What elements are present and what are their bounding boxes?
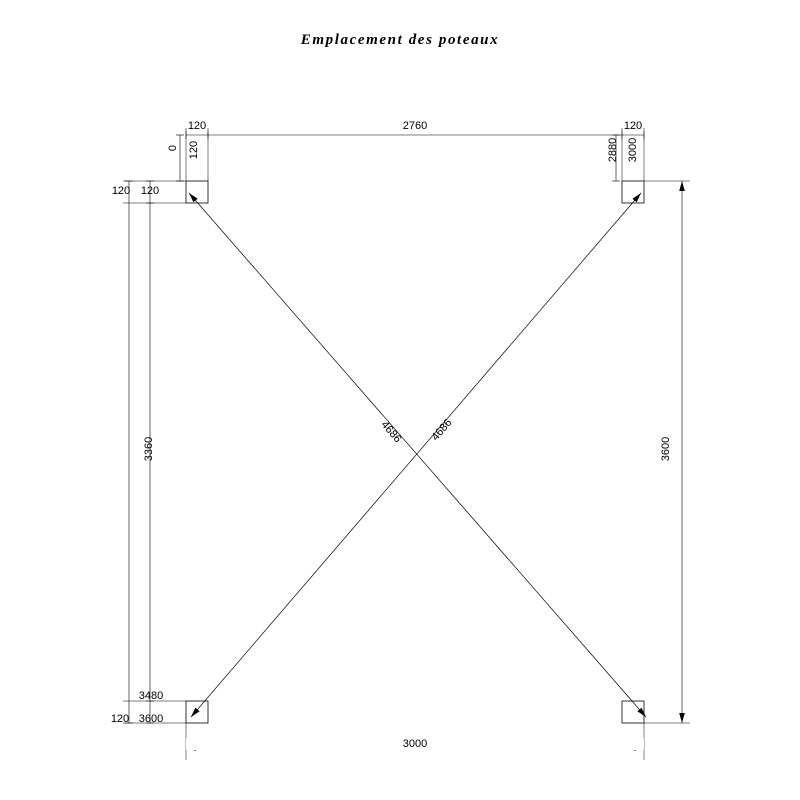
post-top-right (622, 181, 644, 203)
dim-label-origin-0: 0 (167, 144, 179, 152)
dim-label-3000-top-right: 3000 (627, 137, 639, 163)
diagonal-tr-bl (191, 193, 641, 717)
dim-label-left-120-b: 120 (140, 185, 160, 197)
dim-label-2880: 2880 (607, 137, 619, 163)
dim-label-left-120-a: 120 (111, 185, 131, 197)
post-bottom-right (622, 701, 644, 723)
diagonal-label-right: 4686 (429, 416, 455, 444)
dim-label-top-left-120: 120 (187, 120, 207, 132)
dim-label-top-2760: 2760 (402, 120, 428, 132)
post-bottom-left (186, 701, 208, 723)
dim-label-left-120-c: 120 (110, 713, 130, 725)
post-top-left (186, 181, 208, 203)
dim-label-top-post-120: 120 (188, 140, 200, 160)
page-title: Emplacement des poteaux (300, 32, 500, 48)
dim-label-right-3600: 3600 (660, 436, 672, 462)
diagonal-tl-br (189, 193, 646, 717)
diagonal-label-left: 4686 (378, 418, 404, 446)
dim-label-left-3360: 3360 (143, 436, 155, 462)
diagonal-braces (189, 193, 646, 717)
dim-label-left-3600: 3600 (138, 713, 164, 725)
dim-label-top-right-120: 120 (623, 120, 643, 132)
dim-label-left-3480: 3480 (138, 690, 164, 702)
dim-label-bottom-3000: 3000 (186, 738, 644, 750)
